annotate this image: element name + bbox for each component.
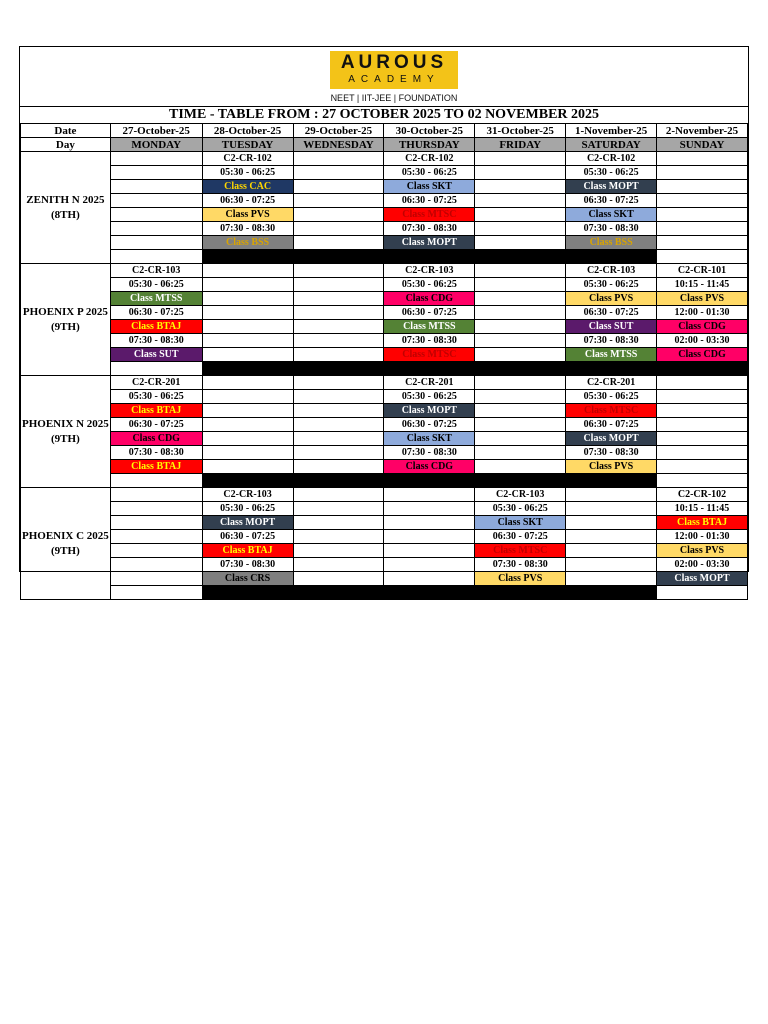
empty-cell bbox=[475, 306, 566, 320]
empty-cell bbox=[202, 390, 293, 404]
time-slot-cell: 07:30 - 08:30 bbox=[566, 222, 657, 236]
room-cell: C2-CR-103 bbox=[202, 488, 293, 502]
empty-cell bbox=[202, 348, 293, 362]
empty-cell bbox=[657, 474, 748, 488]
empty-cell bbox=[475, 446, 566, 460]
empty-cell bbox=[566, 516, 657, 530]
empty-cell bbox=[657, 180, 748, 194]
table-row bbox=[21, 530, 748, 544]
empty-cell bbox=[475, 390, 566, 404]
day-header: THURSDAY bbox=[384, 138, 475, 152]
room-cell: C2-CR-102 bbox=[202, 152, 293, 166]
batch-name: PHOENIX C 2025 (9TH) bbox=[21, 488, 111, 600]
class-cell: Class MTSS bbox=[566, 348, 657, 362]
empty-cell bbox=[110, 586, 202, 600]
class-cell: Class CDG bbox=[384, 460, 475, 474]
separator-bar bbox=[384, 362, 475, 376]
room-cell: C2-CR-103 bbox=[566, 264, 657, 278]
room-cell: C2-CR-102 bbox=[384, 152, 475, 166]
empty-cell bbox=[475, 152, 566, 166]
class-cell: Class MOPT bbox=[384, 404, 475, 418]
empty-cell bbox=[293, 432, 384, 446]
empty-cell bbox=[202, 446, 293, 460]
class-cell: Class CDG bbox=[657, 320, 748, 334]
empty-cell bbox=[475, 376, 566, 390]
day-header: SATURDAY bbox=[566, 138, 657, 152]
time-slot-cell: 07:30 - 08:30 bbox=[475, 558, 566, 572]
separator-bar bbox=[293, 250, 384, 264]
empty-cell bbox=[566, 558, 657, 572]
separator-bar bbox=[475, 474, 566, 488]
empty-cell bbox=[384, 530, 475, 544]
empty-cell bbox=[475, 292, 566, 306]
timetable-title: TIME - TABLE FROM : 27 OCTOBER 2025 TO 02 NOVEMBER 2025 bbox=[20, 106, 748, 124]
time-slot-cell: 06:30 - 07:25 bbox=[566, 418, 657, 432]
empty-cell bbox=[657, 208, 748, 222]
empty-cell bbox=[202, 292, 293, 306]
table-row bbox=[21, 264, 748, 278]
empty-cell bbox=[293, 404, 384, 418]
separator-bar bbox=[475, 586, 566, 600]
room-cell: C2-CR-103 bbox=[384, 264, 475, 278]
empty-cell bbox=[110, 166, 202, 180]
time-slot-cell: 10:15 - 11:45 bbox=[657, 278, 748, 292]
empty-cell bbox=[293, 334, 384, 348]
separator-bar bbox=[657, 362, 748, 376]
table-row bbox=[21, 320, 748, 334]
class-cell: Class MTSC bbox=[384, 208, 475, 222]
empty-cell bbox=[293, 264, 384, 278]
table-row bbox=[21, 208, 748, 222]
empty-cell bbox=[202, 460, 293, 474]
time-slot-cell: 06:30 - 07:25 bbox=[202, 194, 293, 208]
empty-cell bbox=[293, 236, 384, 250]
class-cell: Class PVS bbox=[566, 292, 657, 306]
empty-cell bbox=[110, 572, 202, 586]
separator-bar bbox=[202, 586, 293, 600]
class-cell: Class BSS bbox=[566, 236, 657, 250]
table-row bbox=[21, 278, 748, 292]
time-slot-cell: 05:30 - 06:25 bbox=[384, 166, 475, 180]
empty-cell bbox=[293, 502, 384, 516]
empty-cell bbox=[657, 222, 748, 236]
class-cell: Class BTAJ bbox=[110, 460, 202, 474]
empty-cell bbox=[293, 544, 384, 558]
table-row bbox=[21, 460, 748, 474]
date-header: 1-November-25 bbox=[566, 124, 657, 138]
table-row bbox=[21, 376, 748, 390]
empty-cell bbox=[293, 376, 384, 390]
class-cell: Class PVS bbox=[657, 292, 748, 306]
empty-cell bbox=[293, 194, 384, 208]
empty-cell bbox=[202, 432, 293, 446]
empty-cell bbox=[384, 516, 475, 530]
table-row bbox=[21, 222, 748, 236]
class-cell: Class BTAJ bbox=[202, 544, 293, 558]
class-cell: Class SKT bbox=[566, 208, 657, 222]
table-row bbox=[21, 334, 748, 348]
empty-cell bbox=[475, 194, 566, 208]
time-slot-cell: 06:30 - 07:25 bbox=[110, 418, 202, 432]
empty-cell bbox=[566, 502, 657, 516]
empty-cell bbox=[566, 572, 657, 586]
empty-cell bbox=[475, 180, 566, 194]
time-slot-cell: 10:15 - 11:45 bbox=[657, 502, 748, 516]
class-cell: Class CDG bbox=[110, 432, 202, 446]
empty-cell bbox=[475, 208, 566, 222]
time-slot-cell: 07:30 - 08:30 bbox=[566, 446, 657, 460]
empty-cell bbox=[475, 166, 566, 180]
empty-cell bbox=[202, 306, 293, 320]
empty-cell bbox=[110, 250, 202, 264]
empty-cell bbox=[110, 208, 202, 222]
separator-bar bbox=[293, 586, 384, 600]
time-slot-cell: 06:30 - 07:25 bbox=[384, 306, 475, 320]
time-slot-cell: 06:30 - 07:25 bbox=[384, 194, 475, 208]
empty-cell bbox=[293, 418, 384, 432]
day-header: SUNDAY bbox=[657, 138, 748, 152]
class-cell: Class SKT bbox=[475, 516, 566, 530]
separator-bar bbox=[566, 474, 657, 488]
table-row bbox=[21, 250, 748, 264]
empty-cell bbox=[202, 376, 293, 390]
empty-cell bbox=[110, 362, 202, 376]
table-row bbox=[21, 544, 748, 558]
separator-bar bbox=[566, 250, 657, 264]
class-cell: Class BTAJ bbox=[110, 404, 202, 418]
empty-cell bbox=[657, 236, 748, 250]
class-cell: Class SKT bbox=[384, 432, 475, 446]
empty-cell bbox=[110, 180, 202, 194]
empty-cell bbox=[110, 152, 202, 166]
separator-bar bbox=[475, 250, 566, 264]
table-row bbox=[21, 348, 748, 362]
separator-bar bbox=[202, 362, 293, 376]
room-cell: C2-CR-201 bbox=[566, 376, 657, 390]
table-row bbox=[21, 586, 748, 600]
time-slot-cell: 05:30 - 06:25 bbox=[566, 390, 657, 404]
empty-cell bbox=[657, 460, 748, 474]
class-cell: Class CRS bbox=[202, 572, 293, 586]
empty-cell bbox=[293, 530, 384, 544]
empty-cell bbox=[293, 516, 384, 530]
empty-cell bbox=[293, 320, 384, 334]
empty-cell bbox=[202, 320, 293, 334]
time-slot-cell: 05:30 - 06:25 bbox=[384, 390, 475, 404]
empty-cell bbox=[293, 292, 384, 306]
empty-cell bbox=[293, 208, 384, 222]
class-cell: Class MOPT bbox=[566, 432, 657, 446]
empty-cell bbox=[566, 544, 657, 558]
logo-subtitle: ACADEMY bbox=[348, 74, 440, 85]
time-slot-cell: 07:30 - 08:30 bbox=[110, 446, 202, 460]
table-row bbox=[21, 558, 748, 572]
timetable-grid bbox=[20, 123, 748, 600]
day-label: Day bbox=[21, 138, 111, 152]
empty-cell bbox=[110, 236, 202, 250]
empty-cell bbox=[657, 194, 748, 208]
table-row bbox=[21, 180, 748, 194]
table-row bbox=[21, 572, 748, 586]
empty-cell bbox=[384, 488, 475, 502]
empty-cell bbox=[202, 334, 293, 348]
empty-cell bbox=[293, 558, 384, 572]
empty-cell bbox=[657, 404, 748, 418]
empty-cell bbox=[110, 516, 202, 530]
class-cell: Class BTAJ bbox=[110, 320, 202, 334]
table-row bbox=[21, 194, 748, 208]
class-cell: Class MOPT bbox=[566, 180, 657, 194]
room-cell: C2-CR-201 bbox=[110, 376, 202, 390]
empty-cell bbox=[384, 572, 475, 586]
table-row bbox=[21, 516, 748, 530]
room-cell: C2-CR-101 bbox=[657, 264, 748, 278]
empty-cell bbox=[293, 390, 384, 404]
empty-cell bbox=[566, 530, 657, 544]
empty-cell bbox=[293, 166, 384, 180]
separator-bar bbox=[384, 250, 475, 264]
date-header: 2-November-25 bbox=[657, 124, 748, 138]
class-cell: Class CDG bbox=[657, 348, 748, 362]
batch-name: ZENITH N 2025 (8TH) bbox=[21, 152, 111, 264]
class-cell: Class CDG bbox=[384, 292, 475, 306]
empty-cell bbox=[202, 418, 293, 432]
table-row bbox=[21, 418, 748, 432]
empty-cell bbox=[657, 250, 748, 264]
room-cell: C2-CR-103 bbox=[475, 488, 566, 502]
table-row bbox=[21, 306, 748, 320]
logo-wordmark: AUROUS bbox=[340, 52, 448, 73]
empty-cell bbox=[657, 152, 748, 166]
table-row bbox=[21, 166, 748, 180]
empty-cell bbox=[475, 432, 566, 446]
class-cell: Class PVS bbox=[202, 208, 293, 222]
date-header: 31-October-25 bbox=[475, 124, 566, 138]
separator-bar bbox=[293, 474, 384, 488]
time-slot-cell: 06:30 - 07:25 bbox=[566, 306, 657, 320]
table-row bbox=[21, 152, 748, 166]
empty-cell bbox=[293, 488, 384, 502]
class-cell: Class MTSC bbox=[475, 544, 566, 558]
empty-cell bbox=[657, 376, 748, 390]
empty-cell bbox=[110, 558, 202, 572]
empty-cell bbox=[566, 488, 657, 502]
empty-cell bbox=[293, 278, 384, 292]
room-cell: C2-CR-201 bbox=[384, 376, 475, 390]
class-cell: Class BTAJ bbox=[657, 516, 748, 530]
date-label: Date bbox=[21, 124, 111, 138]
empty-cell bbox=[384, 558, 475, 572]
empty-cell bbox=[110, 544, 202, 558]
class-cell: Class PVS bbox=[566, 460, 657, 474]
separator-bar bbox=[384, 586, 475, 600]
time-slot-cell: 07:30 - 08:30 bbox=[384, 222, 475, 236]
class-cell: Class PVS bbox=[475, 572, 566, 586]
time-slot-cell: 02:00 - 03:30 bbox=[657, 558, 748, 572]
empty-cell bbox=[657, 166, 748, 180]
class-cell: Class MTSC bbox=[566, 404, 657, 418]
time-slot-cell: 06:30 - 07:25 bbox=[384, 418, 475, 432]
empty-cell bbox=[657, 390, 748, 404]
class-cell: Class MOPT bbox=[384, 236, 475, 250]
class-cell: Class MTSS bbox=[110, 292, 202, 306]
time-slot-cell: 06:30 - 07:25 bbox=[566, 194, 657, 208]
time-slot-cell: 05:30 - 06:25 bbox=[384, 278, 475, 292]
table-row bbox=[21, 362, 748, 376]
time-slot-cell: 05:30 - 06:25 bbox=[202, 166, 293, 180]
separator-bar bbox=[475, 362, 566, 376]
class-cell: Class SUT bbox=[110, 348, 202, 362]
empty-cell bbox=[475, 320, 566, 334]
empty-cell bbox=[475, 418, 566, 432]
day-header: MONDAY bbox=[110, 138, 202, 152]
date-header: 27-October-25 bbox=[110, 124, 202, 138]
empty-cell bbox=[110, 502, 202, 516]
empty-cell bbox=[293, 460, 384, 474]
room-cell: C2-CR-103 bbox=[110, 264, 202, 278]
empty-cell bbox=[475, 404, 566, 418]
date-header: 29-October-25 bbox=[293, 124, 384, 138]
class-cell: Class MTSC bbox=[384, 348, 475, 362]
empty-cell bbox=[293, 348, 384, 362]
empty-cell bbox=[475, 264, 566, 278]
table-row bbox=[21, 502, 748, 516]
day-header: WEDNESDAY bbox=[293, 138, 384, 152]
batch-name: PHOENIX P 2025 (9TH) bbox=[21, 264, 111, 376]
empty-cell bbox=[475, 278, 566, 292]
empty-cell bbox=[475, 334, 566, 348]
time-slot-cell: 05:30 - 06:25 bbox=[202, 502, 293, 516]
empty-cell bbox=[475, 222, 566, 236]
class-cell: Class MTSS bbox=[384, 320, 475, 334]
empty-cell bbox=[475, 460, 566, 474]
empty-cell bbox=[657, 432, 748, 446]
table-row bbox=[21, 404, 748, 418]
time-slot-cell: 07:30 - 08:30 bbox=[384, 446, 475, 460]
empty-cell bbox=[384, 544, 475, 558]
separator-bar bbox=[202, 474, 293, 488]
separator-bar bbox=[566, 586, 657, 600]
empty-cell bbox=[110, 474, 202, 488]
date-header: 30-October-25 bbox=[384, 124, 475, 138]
time-slot-cell: 07:30 - 08:30 bbox=[202, 558, 293, 572]
time-slot-cell: 12:00 - 01:30 bbox=[657, 306, 748, 320]
empty-cell bbox=[293, 446, 384, 460]
table-row bbox=[21, 292, 748, 306]
empty-cell bbox=[293, 572, 384, 586]
time-slot-cell: 07:30 - 08:30 bbox=[202, 222, 293, 236]
room-cell: C2-CR-102 bbox=[657, 488, 748, 502]
time-slot-cell: 07:30 - 08:30 bbox=[566, 334, 657, 348]
timetable-table bbox=[20, 123, 748, 600]
empty-cell bbox=[110, 488, 202, 502]
empty-cell bbox=[293, 222, 384, 236]
separator-bar bbox=[566, 362, 657, 376]
empty-cell bbox=[657, 446, 748, 460]
empty-cell bbox=[202, 404, 293, 418]
empty-cell bbox=[202, 264, 293, 278]
separator-bar bbox=[384, 474, 475, 488]
class-cell: Class SKT bbox=[384, 180, 475, 194]
time-slot-cell: 02:00 - 03:30 bbox=[657, 334, 748, 348]
separator-bar bbox=[202, 250, 293, 264]
time-slot-cell: 05:30 - 06:25 bbox=[566, 278, 657, 292]
empty-cell bbox=[384, 502, 475, 516]
empty-cell bbox=[110, 194, 202, 208]
batch-name: PHOENIX N 2025 (9TH) bbox=[21, 376, 111, 488]
empty-cell bbox=[202, 278, 293, 292]
table-row bbox=[21, 390, 748, 404]
table-row bbox=[21, 474, 748, 488]
tagline: NEET | IIT-JEE | FOUNDATION bbox=[330, 93, 458, 103]
time-slot-cell: 05:30 - 06:25 bbox=[475, 502, 566, 516]
time-slot-cell: 12:00 - 01:30 bbox=[657, 530, 748, 544]
empty-cell bbox=[110, 530, 202, 544]
time-slot-cell: 07:30 - 08:30 bbox=[384, 334, 475, 348]
class-cell: Class BSS bbox=[202, 236, 293, 250]
timetable-sheet bbox=[19, 46, 749, 584]
empty-cell bbox=[657, 586, 748, 600]
class-cell: Class SUT bbox=[566, 320, 657, 334]
time-slot-cell: 05:30 - 06:25 bbox=[110, 278, 202, 292]
time-slot-cell: 05:30 - 06:25 bbox=[110, 390, 202, 404]
empty-cell bbox=[293, 152, 384, 166]
time-slot-cell: 06:30 - 07:25 bbox=[475, 530, 566, 544]
time-slot-cell: 06:30 - 07:25 bbox=[110, 306, 202, 320]
time-slot-cell: 07:30 - 08:30 bbox=[110, 334, 202, 348]
empty-cell bbox=[293, 180, 384, 194]
empty-cell bbox=[657, 418, 748, 432]
empty-cell bbox=[475, 348, 566, 362]
table-row bbox=[21, 236, 748, 250]
room-cell: C2-CR-102 bbox=[566, 152, 657, 166]
table-row bbox=[21, 488, 748, 502]
time-slot-cell: 06:30 - 07:25 bbox=[202, 530, 293, 544]
class-cell: Class PVS bbox=[657, 544, 748, 558]
table-row bbox=[21, 446, 748, 460]
table-row bbox=[21, 432, 748, 446]
academy-logo bbox=[330, 51, 458, 89]
class-cell: Class MOPT bbox=[657, 572, 748, 586]
day-header: TUESDAY bbox=[202, 138, 293, 152]
day-header: FRIDAY bbox=[475, 138, 566, 152]
empty-cell bbox=[475, 236, 566, 250]
separator-bar bbox=[293, 362, 384, 376]
empty-cell bbox=[110, 222, 202, 236]
class-cell: Class MOPT bbox=[202, 516, 293, 530]
class-cell: Class CAC bbox=[202, 180, 293, 194]
sheet-header bbox=[20, 47, 748, 107]
empty-cell bbox=[293, 306, 384, 320]
date-header: 28-October-25 bbox=[202, 124, 293, 138]
time-slot-cell: 05:30 - 06:25 bbox=[566, 166, 657, 180]
